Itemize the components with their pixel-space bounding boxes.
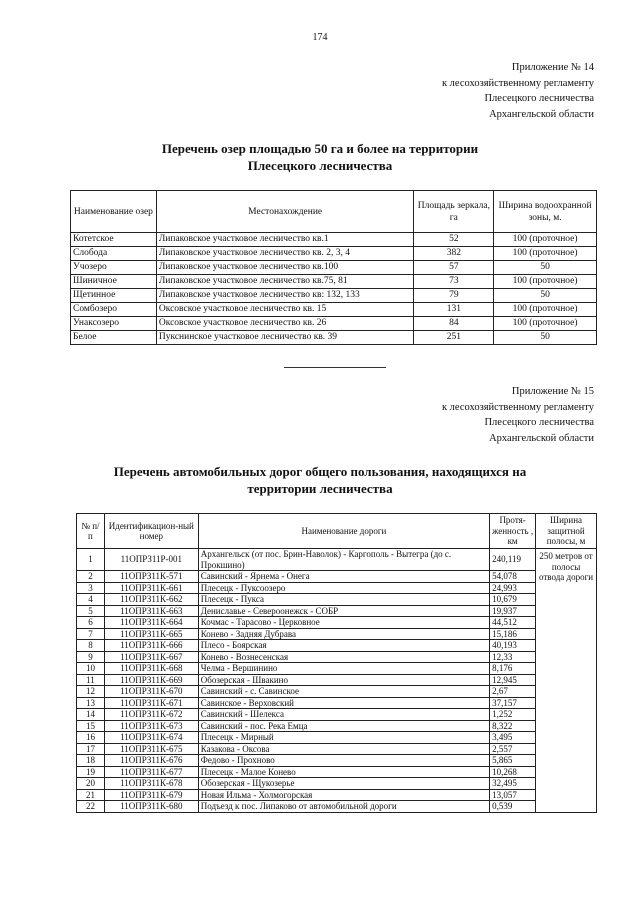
- road-number-cell: 14: [77, 709, 105, 721]
- road-name-cell: Новая Ильма - Холмогорская: [198, 789, 489, 801]
- road-row: [77, 709, 597, 721]
- road-name-cell: Обозерская - Щукозерье: [198, 778, 489, 790]
- road-row: [77, 663, 597, 675]
- lake-location-cell: Оксовское участковое лесничество кв. 26: [156, 317, 414, 331]
- appendix-line: Приложение № 15: [511, 386, 594, 397]
- road-number-cell: 16: [77, 732, 105, 744]
- road-id-cell: 11ОПРЗ11К-670: [104, 686, 198, 698]
- lake-row: [71, 233, 597, 247]
- road-id-cell: 11ОПРЗ11К-674: [104, 732, 198, 744]
- road-id-cell: 11ОПРЗ11К-666: [104, 640, 198, 652]
- appendix-line: к лесохозяйственному регламенту: [441, 77, 594, 89]
- road-length-cell: 54,078: [490, 571, 536, 583]
- road-row: [77, 778, 597, 790]
- road-name-cell: Плесецк - Пуксоозеро: [198, 582, 489, 594]
- road-number-cell: 8: [77, 640, 105, 652]
- lakes-title-line: Перечень озер площадью 50 га и более на территории: [161, 141, 479, 156]
- road-row: [77, 720, 597, 732]
- roads-header-length: Протя-женность , км: [490, 514, 536, 549]
- page-number: 174: [312, 32, 328, 43]
- road-name-cell: Казакова - Оксова: [198, 743, 489, 755]
- road-row: [77, 605, 597, 617]
- roads-header-width: Ширина защитной полосы, м: [536, 514, 597, 549]
- lake-row: [71, 331, 597, 345]
- lake-name-cell: Сомбозеро: [71, 303, 157, 317]
- lake-zone-cell: 100 (проточное): [494, 317, 597, 331]
- road-id-cell: 11ОПРЗ11К-673: [104, 720, 198, 732]
- lake-area-cell: 79: [414, 289, 494, 303]
- roads-title: [0, 463, 640, 497]
- road-row: [77, 732, 597, 744]
- road-length-cell: 0,539: [490, 801, 536, 813]
- lake-location-cell: Липаковское участковое лесничество кв.100: [156, 261, 414, 275]
- road-number-cell: 17: [77, 743, 105, 755]
- road-name-cell: Обозерская - Швакино: [198, 674, 489, 686]
- road-length-cell: 8,176: [490, 663, 536, 675]
- road-length-cell: 12,945: [490, 674, 536, 686]
- lake-area-cell: 251: [414, 331, 494, 345]
- lake-zone-cell: 100 (проточное): [494, 233, 597, 247]
- road-row: [77, 640, 597, 652]
- road-id-cell: 11ОПРЗ11К-667: [104, 651, 198, 663]
- lake-name-cell: Котетское: [71, 233, 157, 247]
- lake-row: [71, 317, 597, 331]
- road-name-cell: Плесо - Боярская: [198, 640, 489, 652]
- road-length-cell: 3,495: [490, 732, 536, 744]
- road-number-cell: 13: [77, 697, 105, 709]
- road-row: [77, 801, 597, 813]
- road-id-cell: 11ОПРЗ11К-664: [104, 617, 198, 629]
- road-number-cell: 3: [77, 582, 105, 594]
- road-number-cell: 2: [77, 571, 105, 583]
- road-id-cell: 11ОПРЗ11К-678: [104, 778, 198, 790]
- road-length-cell: 240,119: [490, 549, 536, 571]
- road-number-cell: 22: [77, 801, 105, 813]
- lake-name-cell: Шиничное: [71, 275, 157, 289]
- road-id-cell: 11ОПРЗ11К-675: [104, 743, 198, 755]
- lake-location-cell: Оксовское участковое лесничество кв. 15: [156, 303, 414, 317]
- appendix-14-header: [442, 60, 594, 122]
- road-name-cell: Плесецк - Мирный: [198, 732, 489, 744]
- road-number-cell: 20: [77, 778, 105, 790]
- lake-area-cell: 382: [414, 247, 494, 261]
- appendix-line: Архангельской области: [489, 108, 594, 120]
- road-number-cell: 4: [77, 594, 105, 606]
- road-width-cell: 250 метров от полосы отвода дороги: [536, 549, 597, 813]
- roads-header-number: № п/п: [77, 514, 105, 549]
- road-number-cell: 21: [77, 789, 105, 801]
- road-name-cell: Подъезд к пос. Липаково от автомобильной дороги: [198, 801, 489, 813]
- road-id-cell: 11ОПРЗ11К-661: [104, 582, 198, 594]
- divider: [284, 367, 386, 368]
- road-id-cell: 11ОПРЗ11Р-001: [104, 549, 198, 571]
- road-length-cell: 13,057: [490, 789, 536, 801]
- road-name-cell: Плесецк - Малое Конево: [198, 766, 489, 778]
- lake-location-cell: Липаковское участковое лесничество кв.75, 81: [156, 275, 414, 289]
- road-row: [77, 674, 597, 686]
- road-row: [77, 789, 597, 801]
- roads-table-body: [77, 549, 597, 813]
- lakes-table-body: [71, 233, 597, 345]
- lake-location-cell: Липаковское участковое лесничество кв.1: [156, 233, 414, 247]
- appendix-line: Архангельской области: [489, 432, 594, 444]
- lake-area-cell: 57: [414, 261, 494, 275]
- lakes-title: [0, 140, 640, 174]
- road-number-cell: 5: [77, 605, 105, 617]
- road-row: [77, 766, 597, 778]
- lake-name-cell: Щетинное: [71, 289, 157, 303]
- lake-area-cell: 131: [414, 303, 494, 317]
- lake-name-cell: Слобода: [71, 247, 157, 261]
- lake-zone-cell: 50: [494, 261, 597, 275]
- road-name-cell: Савинский - с. Савинское: [198, 686, 489, 698]
- road-row: [77, 571, 597, 583]
- road-name-cell: Дениславье - Североонежск - СОБР: [198, 605, 489, 617]
- road-row: [77, 697, 597, 709]
- road-name-cell: Плесецк - Пукса: [198, 594, 489, 606]
- road-id-cell: 11ОПРЗ11К-677: [104, 766, 198, 778]
- road-number-cell: 12: [77, 686, 105, 698]
- lake-name-cell: Унаксозеро: [71, 317, 157, 331]
- road-name-cell: Конево - Задняя Дубрава: [198, 628, 489, 640]
- appendix-line: Плесецкого лесничества: [484, 93, 594, 104]
- lake-area-cell: 52: [414, 233, 494, 247]
- road-name-cell: Савинский - пос. Река Емца: [198, 720, 489, 732]
- road-name-cell: Савинское - Верховский: [198, 697, 489, 709]
- roads-table: [76, 513, 597, 813]
- lake-zone-cell: 50: [494, 331, 597, 345]
- road-number-cell: 15: [77, 720, 105, 732]
- lake-zone-cell: 100 (проточное): [494, 303, 597, 317]
- lake-row: [71, 303, 597, 317]
- lakes-title-line: Плесецкого лесничества: [247, 158, 393, 173]
- road-length-cell: 40,193: [490, 640, 536, 652]
- road-id-cell: 11ОПРЗ11К-665: [104, 628, 198, 640]
- lake-location-cell: Липаковское участковое лесничество кв. 2, 3, 4: [156, 247, 414, 261]
- road-id-cell: 11ОПРЗ11К-669: [104, 674, 198, 686]
- road-name-cell: Савинский - Ярнема - Онега: [198, 571, 489, 583]
- lake-location-cell: Пукснинское участковое лесничество кв. 39: [156, 331, 414, 345]
- road-row: [77, 628, 597, 640]
- road-length-cell: 32,495: [490, 778, 536, 790]
- lake-zone-cell: 50: [494, 289, 597, 303]
- road-length-cell: 24,993: [490, 582, 536, 594]
- road-name-cell: Челма - Вершинино: [198, 663, 489, 675]
- roads-title-line: территории лесничества: [247, 481, 393, 496]
- road-name-cell: Федово - Прохново: [198, 755, 489, 767]
- road-id-cell: 11ОПРЗ11К-679: [104, 789, 198, 801]
- road-name-cell: Кочмас - Тарасово - Церковное: [198, 617, 489, 629]
- lake-row: [71, 289, 597, 303]
- road-length-cell: 2,557: [490, 743, 536, 755]
- lake-area-cell: 73: [414, 275, 494, 289]
- road-id-cell: 11ОПРЗ11К-672: [104, 709, 198, 721]
- lakes-header-name: Наименование озер: [71, 191, 157, 233]
- lakes-header-zone: Ширина водоохранной зоны, м.: [494, 191, 597, 233]
- lake-location-cell: Липаковское участковое лесничество кв: 132, 133: [156, 289, 414, 303]
- road-name-cell: Архангельск (от пос. Брин-Наволок) - Каргополь - Вытегра (до с. Прокшино): [198, 549, 489, 571]
- road-number-cell: 19: [77, 766, 105, 778]
- road-id-cell: 11ОПРЗ11К-668: [104, 663, 198, 675]
- appendix-15-header: [442, 384, 594, 446]
- road-length-cell: 37,157: [490, 697, 536, 709]
- road-number-cell: 7: [77, 628, 105, 640]
- lake-name-cell: Белое: [71, 331, 157, 345]
- road-number-cell: 6: [77, 617, 105, 629]
- lakes-header-area: Площадь зеркала, га: [414, 191, 494, 233]
- roads-title-line: Перечень автомобильных дорог общего пользования, находящихся на: [113, 464, 527, 479]
- road-row: [77, 686, 597, 698]
- road-length-cell: 44,512: [490, 617, 536, 629]
- road-id-cell: 11ОПРЗ11К-663: [104, 605, 198, 617]
- road-id-cell: 11ОПРЗ11К-571: [104, 571, 198, 583]
- lake-zone-cell: 100 (проточное): [494, 275, 597, 289]
- road-row: [77, 594, 597, 606]
- road-length-cell: 10,679: [490, 594, 536, 606]
- lake-row: [71, 275, 597, 289]
- road-id-cell: 11ОПРЗ11К-676: [104, 755, 198, 767]
- road-number-cell: 1: [77, 549, 105, 571]
- lake-name-cell: Учозеро: [71, 261, 157, 275]
- road-number-cell: 18: [77, 755, 105, 767]
- road-name-cell: Савинский - Шелекса: [198, 709, 489, 721]
- appendix-line: к лесохозяйственному регламенту: [441, 401, 594, 413]
- road-length-cell: 15,186: [490, 628, 536, 640]
- road-row: [77, 582, 597, 594]
- road-number-cell: 9: [77, 651, 105, 663]
- road-number-cell: 10: [77, 663, 105, 675]
- road-length-cell: 1,252: [490, 709, 536, 721]
- road-length-cell: 10,268: [490, 766, 536, 778]
- road-row: [77, 743, 597, 755]
- road-row: [77, 549, 597, 571]
- road-length-cell: 19,937: [490, 605, 536, 617]
- lake-zone-cell: 100 (проточное): [494, 247, 597, 261]
- roads-header-id: Идентификацион-ный номер: [104, 514, 198, 549]
- road-length-cell: 5,865: [490, 755, 536, 767]
- road-id-cell: 11ОПРЗ11К-680: [104, 801, 198, 813]
- road-id-cell: 11ОПРЗ11К-671: [104, 697, 198, 709]
- road-id-cell: 11ОПРЗ11К-662: [104, 594, 198, 606]
- road-row: [77, 651, 597, 663]
- road-row: [77, 617, 597, 629]
- road-length-cell: 2,67: [490, 686, 536, 698]
- road-length-cell: 12,33: [490, 651, 536, 663]
- lakes-table: [70, 190, 597, 345]
- road-number-cell: 11: [77, 674, 105, 686]
- lake-row: [71, 261, 597, 275]
- road-length-cell: 8,322: [490, 720, 536, 732]
- lakes-header-location: Местонахождение: [156, 191, 414, 233]
- lake-area-cell: 84: [414, 317, 494, 331]
- lake-row: [71, 247, 597, 261]
- roads-header-name: Наименование дороги: [198, 514, 489, 549]
- road-row: [77, 755, 597, 767]
- appendix-line: Приложение № 14: [511, 62, 594, 73]
- appendix-line: Плесецкого лесничества: [484, 417, 594, 428]
- road-name-cell: Конево - Вознесенская: [198, 651, 489, 663]
